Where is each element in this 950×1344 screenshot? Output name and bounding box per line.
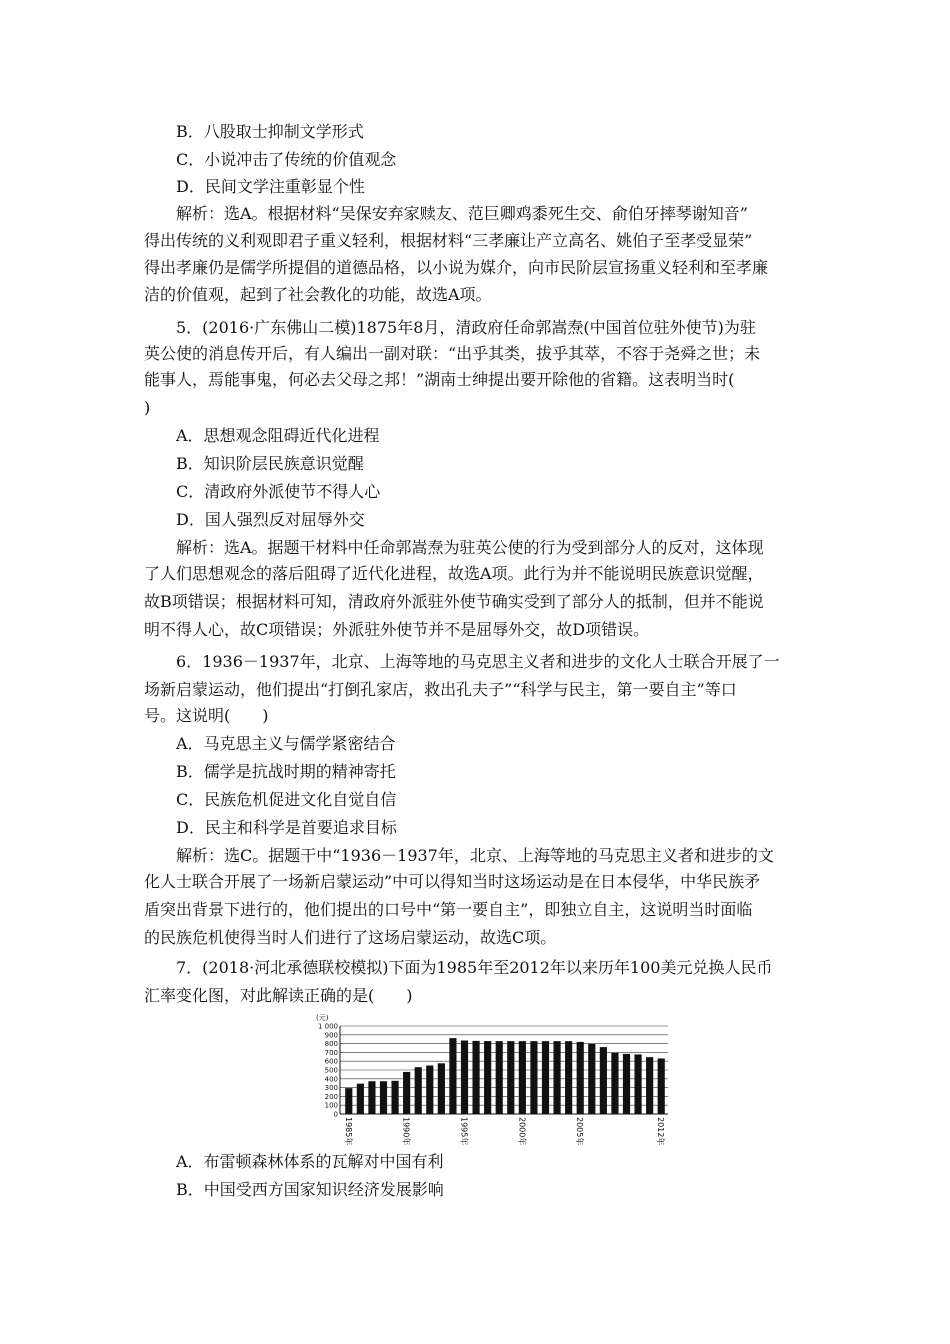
y-tick-label: 500 [324,1066,338,1075]
bar-2000 [519,1041,526,1114]
question-6-line-3: 号。这说明( ) [144,706,269,725]
y-tick-label: 1 000 [317,1022,338,1031]
bar-1998 [496,1041,503,1114]
bar-1997 [484,1041,491,1114]
analysis-5-line-3: 故B项错误；根据材料可知，清政府外派驻外使节确实受到了部分人的抵制，但并不能说 [144,592,764,611]
bar-1996 [472,1041,479,1114]
option-c-prev: C．小说冲击了传统的价值观念 [176,150,397,169]
analysis-4-line-4: 洁的价值观，起到了社会教化的功能，故选A项。 [144,285,492,304]
analysis-4-line-1: 解析：选A。根据材料“吴保安弃家赎友、范巨卿鸡黍死生交、俞伯牙摔琴谢知音” [176,204,748,223]
question-7-line-2: 汇率变化图，对此解读正确的是( ) [144,986,413,1005]
y-tick-label: 700 [324,1048,338,1057]
question-6-line-1: 6．1936－1937年，北京、上海等地的马克思主义者和进步的文化人士联合开展了一 [176,652,780,671]
option-d-prev: D．民间文学注重彰显个性 [176,177,365,196]
option-c: C．清政府外派使节不得人心 [176,482,381,501]
bar-1986 [357,1084,364,1114]
bar-1987 [368,1081,375,1114]
analysis-6-line-4: 的民族危机使得当时人们进行了这场启蒙运动，故选C项。 [144,928,557,947]
bar-2009 [623,1054,630,1114]
question-7-line-1: 7．(2018·河北承德联校模拟)下面为1985年至2012年以来历年100美元兑换人民币 [176,958,773,977]
bar-1990 [403,1072,410,1114]
question-5-line-4: ) [144,398,151,417]
option-b: B．知识阶层民族意识觉醒 [176,454,364,473]
bar-2007 [600,1047,607,1114]
question-6-line-2: 场新启蒙运动，他们提出“打倒孔家店，救出孔夫子”“科学与民主，第一要自主”等口 [144,680,737,699]
bar-2002 [542,1041,549,1114]
analysis-6-line-1: 解析：选C。据题干中“1936－1937年，北京、上海等地的马克思主义者和进步的文 [176,846,774,865]
analysis-4-line-3: 得出孝廉仍是儒学所提倡的道德品格，以小说为媒介，向市民阶层宣扬重义轻利和至孝廉 [144,258,769,277]
question-5-line-2: 英公使的消息传开后，有人编出一副对联：“出乎其类，拔乎其萃，不容于尧舜之世；未 [144,344,761,363]
y-tick-label: 900 [324,1031,338,1040]
bar-2012 [658,1058,665,1114]
bar-1994 [449,1038,456,1114]
bar-1993 [438,1063,445,1114]
y-tick-label: 800 [324,1040,338,1049]
question-5-line-3: 能事人，焉能事鬼，何必去父母之邦！”湖南士绅提出要开除他的省籍。这表明当时( [144,370,735,389]
analysis-5-line-2: 了人们思想观念的落后阻碍了近代化进程，故选A项。此行为并不能说明民族意识觉醒， [144,564,764,583]
y-tick-label: 100 [324,1101,338,1110]
analysis-6-line-3: 盾突出背景下进行的，他们提出的口号中“第一要自主”，即独立自主，这说明当时面临 [144,900,753,919]
bar-2005 [577,1042,584,1114]
bar-2006 [588,1044,595,1114]
bar-1985 [345,1088,352,1114]
option-d: D．民主和科学是首要追求目标 [176,818,397,837]
x-tick-label: 1995年 [459,1117,469,1146]
exchange-rate-bar-chart [312,1010,682,1150]
x-tick-label: 2005年 [575,1117,585,1146]
x-tick-label: 1990年 [401,1117,411,1146]
option-a: A．马克思主义与儒学紧密结合 [176,734,396,753]
option-a: A．思想观念阻碍近代化进程 [176,426,380,445]
x-tick-label: 2000年 [517,1117,527,1146]
y-tick-label: 0 [333,1110,338,1119]
bar-2001 [530,1041,537,1114]
bar-2010 [634,1054,641,1114]
y-tick-label: 200 [324,1092,338,1101]
y-tick-label: 400 [324,1075,338,1084]
bar-1995 [461,1041,468,1114]
bar-2011 [646,1057,653,1114]
analysis-4-line-2: 得出传统的义利观即君子重义轻利，根据材料“三孝廉让产立高名、姚伯子至孝受显荣” [144,231,753,250]
x-tick-label: 2012年 [656,1117,666,1146]
question-5-line-1: 5．(2016·广东佛山二模)1875年8月，清政府任命郭嵩焘(中国首位驻外使节)为驻 [176,318,756,337]
y-tick-label: 300 [324,1084,338,1093]
option-d: D．国人强烈反对屈辱外交 [176,510,365,529]
y-unit-label: (元) [316,1014,329,1022]
bar-1999 [507,1041,514,1114]
y-tick-label: 600 [324,1057,338,1066]
option-b: B．儒学是抗战时期的精神寄托 [176,762,396,781]
x-tick-label: 1985年 [343,1117,353,1146]
bar-1991 [415,1067,422,1114]
option-b-prev: B．八股取士抑制文学形式 [176,122,364,141]
bar-1989 [391,1081,398,1114]
bar-2004 [565,1041,572,1114]
bar-2008 [611,1053,618,1114]
analysis-6-line-2: 化人士联合开展了一场新启蒙运动”中可以得知当时这场运动是在日本侵华，中华民族矛 [144,872,761,891]
bar-1992 [426,1066,433,1114]
option-b: B．中国受西方国家知识经济发展影响 [176,1180,444,1199]
bar-2003 [553,1041,560,1114]
analysis-5-line-1: 解析：选A。据题干材料中任命郭嵩焘为驻英公使的行为受到部分人的反对，这体现 [176,538,764,557]
option-c: C．民族危机促进文化自觉自信 [176,790,397,809]
bar-1988 [380,1081,387,1114]
option-a: A．布雷顿森林体系的瓦解对中国有利 [176,1152,444,1171]
analysis-5-line-4: 明不得人心，故C项错误；外派驻外使节并不是屈辱外交，故D项错误。 [144,620,650,639]
